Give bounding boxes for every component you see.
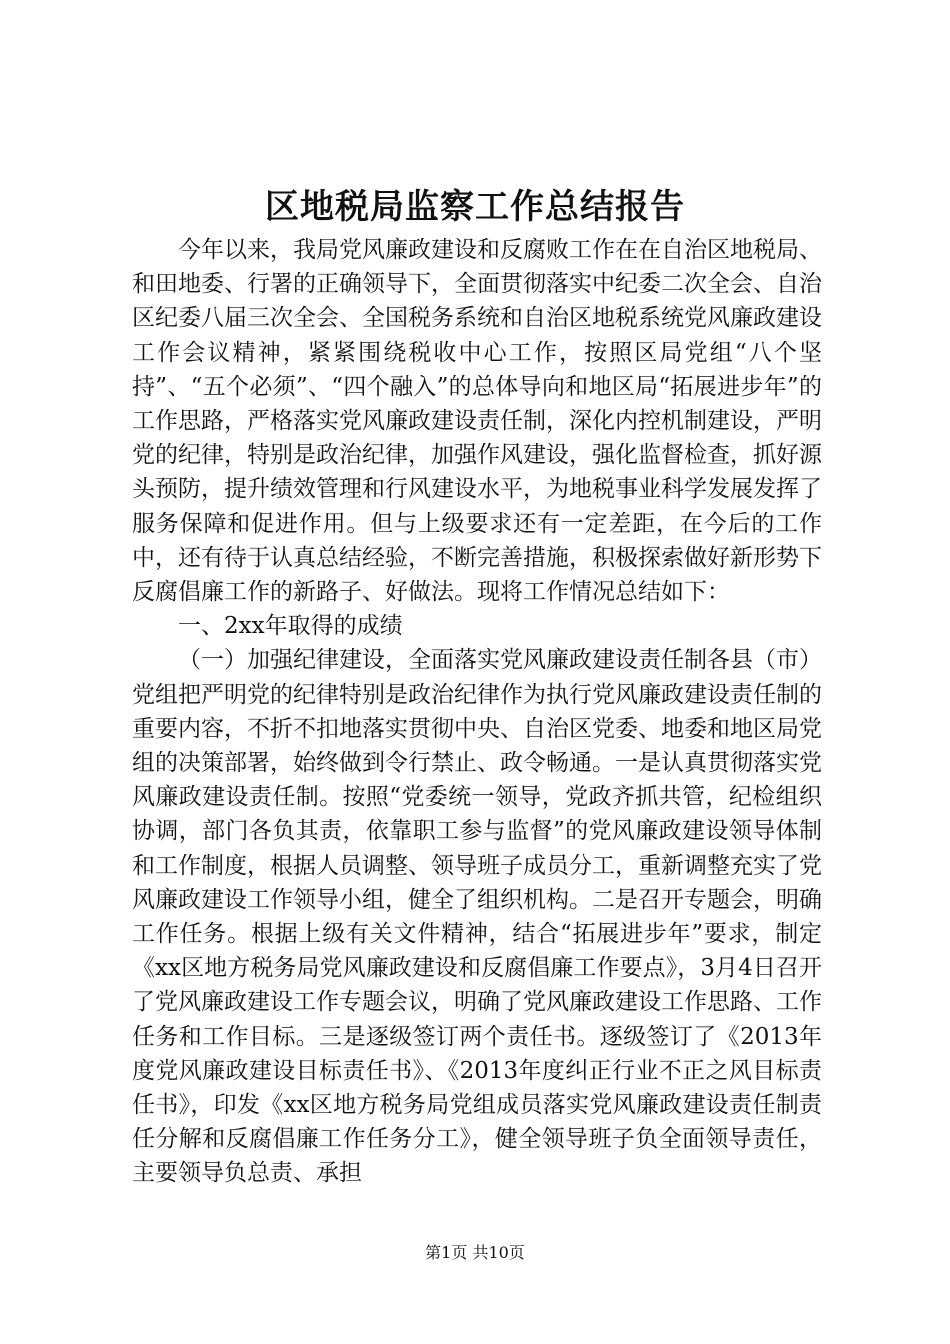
document-body [132, 233, 822, 1191]
section-heading: 一、2xx年取得的成绩 [178, 613, 403, 640]
document-title: 区地税局监察工作总结报告 [265, 187, 685, 227]
page-footer: 第1页 共10页 [425, 1243, 525, 1262]
subsection-paragraph: （一）加强纪律建设，全面落实党风廉政建设责任制各县（市）党组把严明党的纪律特别是政治纪律作为执行党风廉政建设责任制的重要内容，不折不扣地落实贯彻中央、自治区党委、地委和地区局党组的决策部署，始终做到令行禁止、政令畅通。一是认真贯彻落实党风廉政建设责任制。按照“党委统一领导，党政齐抓共管，纪检组织协调，部门各负其责，依靠职工参与监督”的党风廉政建设领导体制和工作制度，根据人员调整、领导班子成员分工，重新调整充实了党风廉政建设工作领导小组，健全了组织机构。二是召开专题会，明确工作任务。根据上级有关文件精神，结合“拓展进步年”要求，制定《xx区地方税务局党风廉政建设和反腐倡廉工作要点》，3月4日召开了党风廉政建设工作专题会议，明确了党风廉政建设工作思路、工作任务和工作目标。三是逐级签订两个责任书。逐级签订了《2013年度党风廉政建设目标责任书》、《2013年度纠正行业不正之风目标责任书》，印发《xx区地方税务局党组成员落实党风廉政建设责任制责任分解和反腐倡廉工作任务分工》，健全领导班子负全面领导责任，主要领导负总责、承担 [132, 647, 822, 1187]
intro-paragraph: 今年以来，我局党风廉政建设和反腐败工作在在自治区地税局、和田地委、行署的正确领导下，全面贯彻落实中纪委二次全会、自治区纪委八届三次全会、全国税务系统和自治区地税系统党风廉政建设工作会议精神，紧紧围绕税收中心工作，按照区局党组“八个坚持”、“五个必须”、“四个融入”的总体导向和地区局“拓展进步年”的工作思路，严格落实党风廉政建设责任制，深化内控机制建设，严明党的纪律，特别是政治纪律，加强作风建设，强化监督检查，抓好源头预防，提升绩效管理和行风建设水平，为地税事业科学发展发挥了服务保障和促进作用。但与上级要求还有一定差距，在今后的工作中，还有待于认真总结经验，不断完善措施，积极探索做好新形势下反腐倡廉工作的新路子、好做法。现将工作情况总结如下： [132, 237, 822, 606]
